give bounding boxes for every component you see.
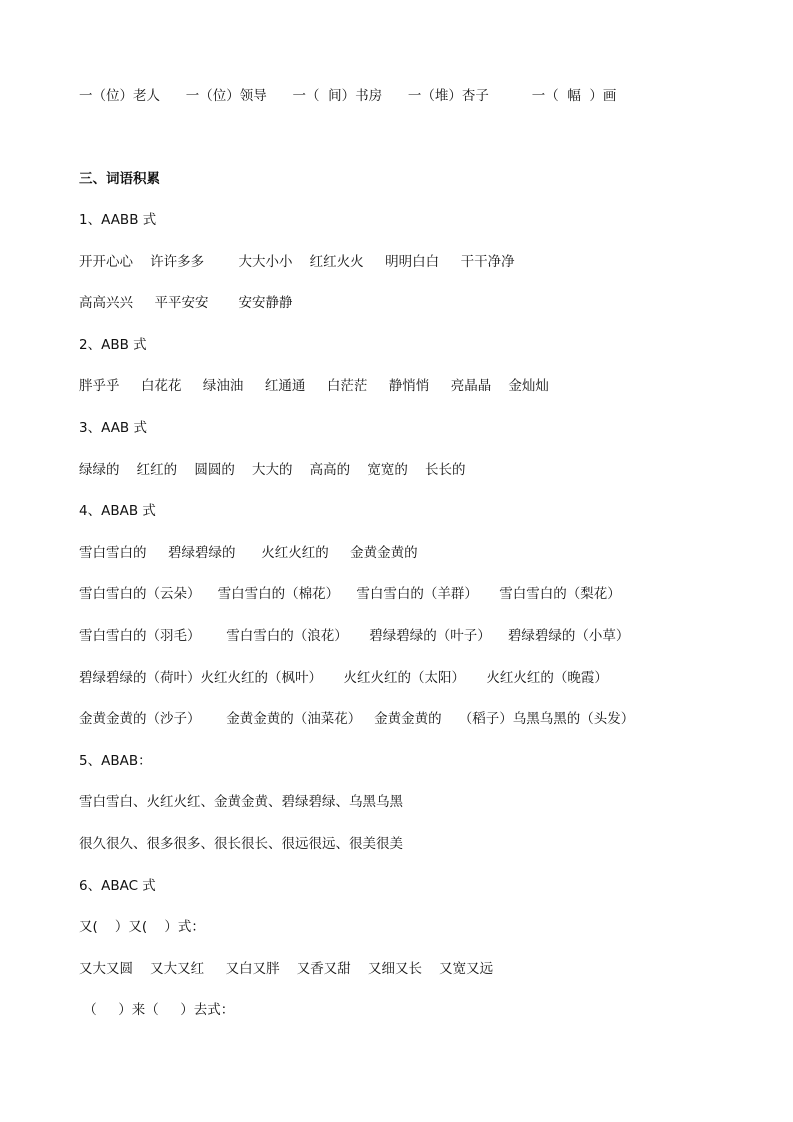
abab-words-line-2: 雪白雪白的（云朵） 雪白雪白的（棉花） 雪白雪白的（羊群） 雪白雪白的（梨花） [79,586,621,602]
subheading-aabb: 1、AABB 式 [79,212,157,228]
subheading-abab: 4、ABAB 式 [79,503,156,519]
abab-words-line-5: 金黄金黄的（沙子） 金黄金黄的（油菜花） 金黄金黄的 （稻子）乌黑乌黑的（头发） [79,711,635,727]
aabb-words-line-2: 高高兴兴 平平安安 安安静静 [79,295,293,311]
subheading-abac: 6、ABAC 式 [79,878,156,894]
abab-words-line-1: 雪白雪白的 碧绿碧绿的 火红火红的 金黄金黄的 [79,545,418,561]
abac-pattern-you-you: 又( ）又( ）式： [79,919,205,935]
aabb-words-line-1: 开开心心 许许多多 大大小小 红红火火 明明白白 干干净净 [79,254,515,270]
section-title-vocabulary: 三、词语积累 [79,171,160,187]
subheading-abb: 2、ABB 式 [79,337,147,353]
abab-2-words-line-1: 雪白雪白、火红火红、金黄金黄、碧绿碧绿、乌黑乌黑 [79,794,403,810]
abab-words-line-3: 雪白雪白的（羽毛） 雪白雪白的（浪花） 碧绿碧绿的（叶子） 碧绿碧绿的（小草） [79,628,630,644]
abab-2-words-line-2: 很久很久、很多很多、很长很长、很远很远、很美很美 [79,836,403,852]
measure-word-line: 一（位）老人 一（位）领导 一（ 间）书房 一（堆）杏子 一（ 幅 ）画 [79,88,617,104]
abb-words-line: 胖乎乎 白花花 绿油油 红通通 白茫茫 静悄悄 亮晶晶 金灿灿 [79,378,549,394]
abac-pattern-lai-qu: （ ）来（ ）去式： [79,1002,235,1018]
abac-you-you-words-line: 又大又圆 又大又红 又白又胖 又香又甜 又细又长 又宽又远 [79,961,494,977]
aab-words-line: 绿绿的 红红的 圆圆的 大大的 高高的 宽宽的 长长的 [79,462,466,478]
subheading-abab-2: 5、ABAB： [79,753,152,769]
abab-words-line-4: 碧绿碧绿的（荷叶）火红火红的（枫叶） 火红火红的（太阳） 火红火红的（晚霞） [79,670,608,686]
subheading-aab: 3、AAB 式 [79,420,147,436]
